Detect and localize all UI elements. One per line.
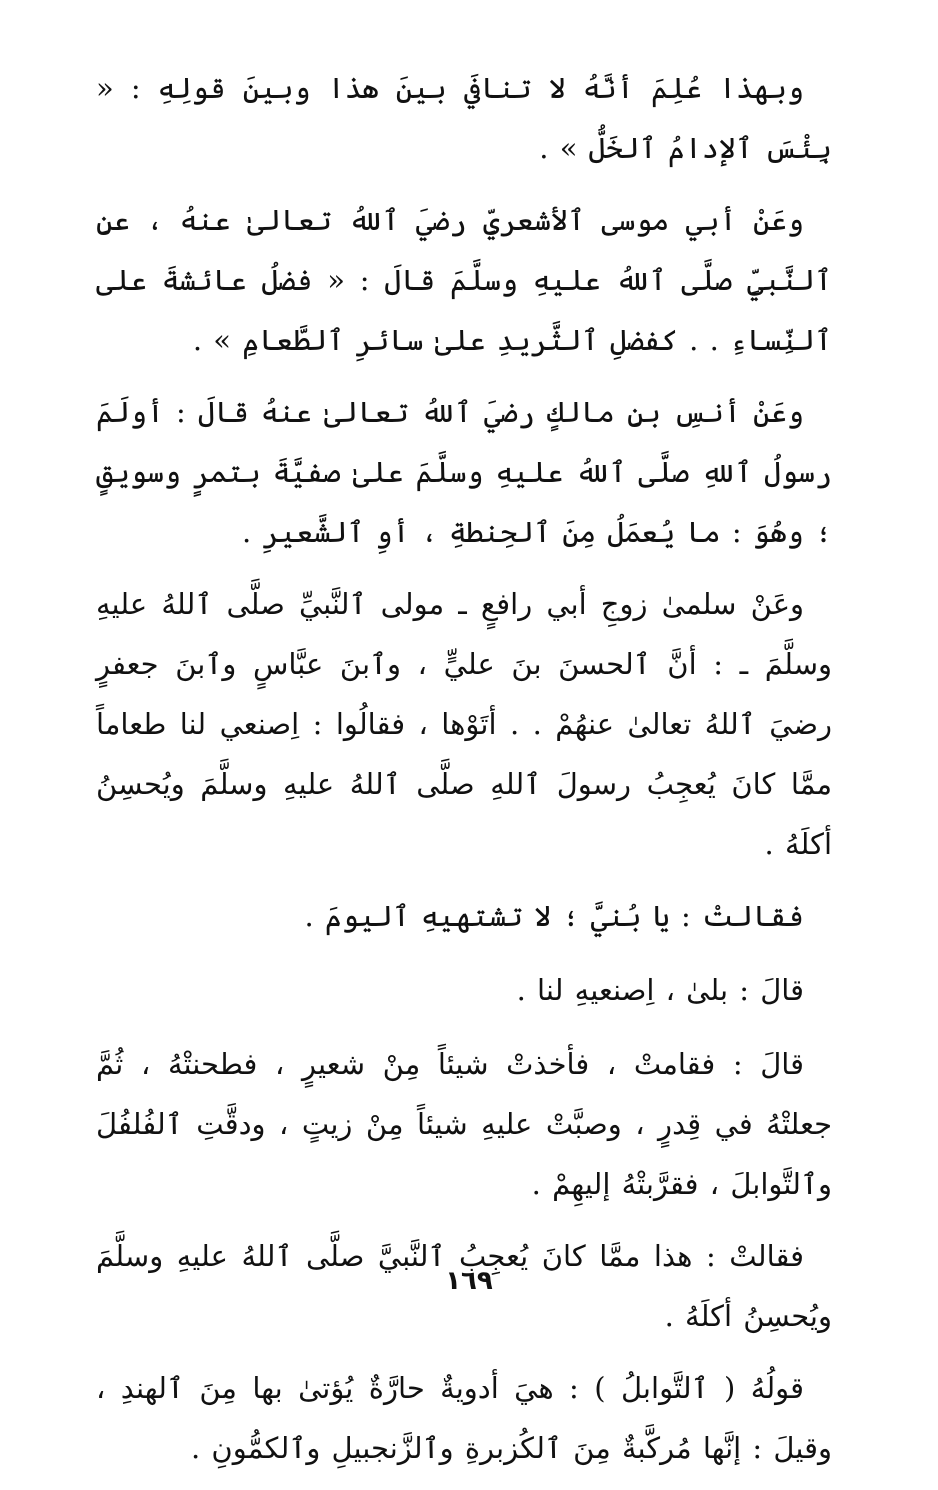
paragraph-preparation: قالَ : فقامتْ ، فأخذتْ شيئاً مِنْ شعيرٍ ، فطحنتْهُ ، ثُمَّ جعلتْهُ في قِدرٍ ، وصبَّتْ عليهِ شيئاً مِنْ زيتٍ ، ودقَّتِ ٱلفُلفُلَ وٱلتَّوابلَ ، فقرَّبتْهُ إليهِمْ .	[96, 1047, 832, 1201]
paragraph-prophet-liked: فقالتْ : هذا ممَّا كانَ يُعجِبُ ٱلنَّبيَّ صلَّى ٱللهُ عليهِ وسلَّمَ ويُحسِنُ أكلَهُ .	[96, 1239, 832, 1333]
page-number: ١٦٩	[445, 1266, 493, 1296]
paragraph-aisha-virtue: وعَنْ أبي موسى ٱلأشعريِّ رضيَ ٱللهُ تعالىٰ عنهُ ، عنِ ٱلنَّبيِّ صلَّى ٱللهُ عليهِ وسلَّمَ قالَ : « فضلُ عائشةَ على ٱلنِّساءِ . . كفضلِ ٱلثَّريدِ علىٰ سائرِ ٱلطَّعامِ » .	[96, 203, 832, 357]
paragraph-tawabil-gloss: قولُهُ ( ٱلتَّوابلُ ) : هيَ أدويةٌ حارَّةٌ يُؤتىٰ بها مِنَ ٱلهندِ ، وقيلَ : إنَّها مُركَّبةٌ مِنَ ٱلكُزبرةِ وٱلزَّنجبيلِ وٱلكمُّونِ .	[96, 1371, 832, 1465]
paragraph-salma-reply: فقالتْ : يا بُنيَّ ؛ لا تشتهيهِ ٱليومَ .	[304, 899, 804, 933]
paragraph-vinegar-hadith: وبهذا عُلِمَ أنَّهُ لا تنافيَ بينَ هذا وبينَ قولِهِ : « بِئْسَ ٱلإدامُ ٱلخَلُّ » .	[96, 71, 832, 165]
paragraph-anas-wedding-feast: وعَنْ أنسِ بنِ مالكٍ رضيَ ٱللهُ تعالىٰ عنهُ قالَ : أولَمَ رسولُ ٱللهِ صلَّى ٱللهُ عليهِ وسلَّمَ علىٰ صفيَّةَ بتمرٍ وسويقٍ ؛ وهُوَ : ما يُعمَلُ مِنَ ٱلحِنطةِ ، أوِ ٱلشَّعيرِ .	[96, 395, 832, 549]
paragraph-salma-narration: وعَنْ سلمىٰ زوجِ أبي رافعٍ ـ مولى ٱلنَّبيِّ صلَّى ٱللهُ عليهِ وسلَّمَ ـ : أنَّ ٱلحسنَ بنَ عليٍّ ، وٱبنَ عبَّاسٍ وٱبنَ جعفرٍ رضيَ ٱللهُ تعالىٰ عنهُمْ . . أتَوْها ، فقالُوا : اِصنعي لنا طعاماً ممَّا كانَ يُعجِبُ رسولَ ٱللهِ صلَّى ٱللهُ عليهِ وسلَّمَ ويُحسِنُ أكلَهُ .	[96, 587, 832, 861]
paragraph-request: قالَ : بلىٰ ، اِصنعيهِ لنا .	[516, 973, 804, 1007]
